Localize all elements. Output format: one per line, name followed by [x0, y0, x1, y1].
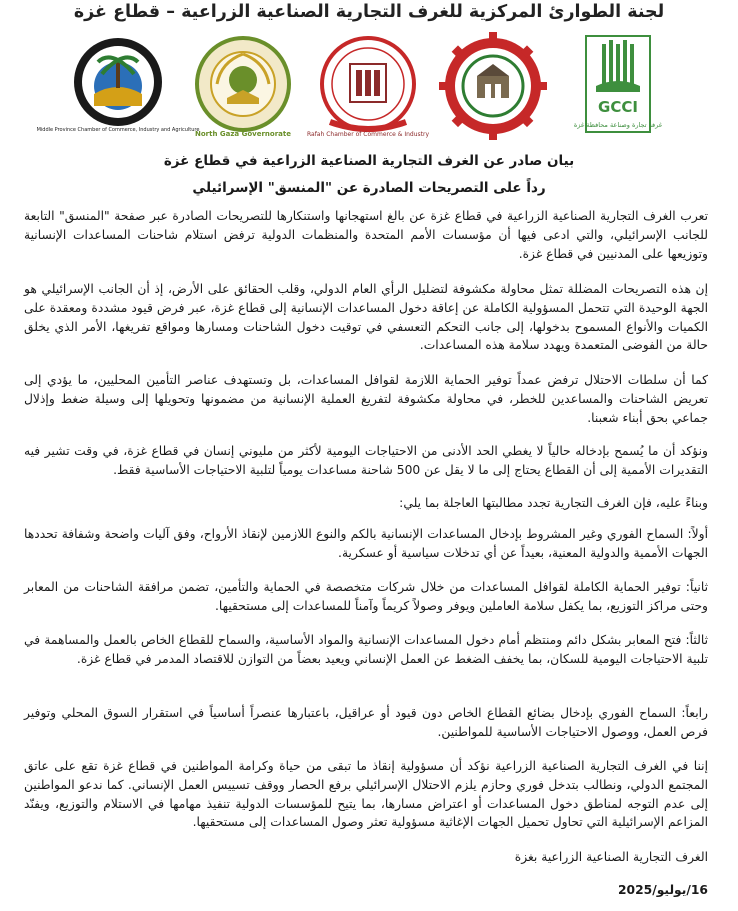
demand-fourth: رابعاً: السماح الفوري بإدخال بضائع القطاع الخاص دون قيود أو عراقيل، باعتبارها عنصراً أساسياً في استقرار السوق المحلي وتوفير فرص العمل، ووصول الاحتياجات الأساسية للمواطنين. — [24, 706, 708, 739]
svg-text:North Gaza Governorate: North Gaza Governorate — [195, 130, 291, 138]
gaza-chamber-logo — [437, 32, 549, 140]
gaza-governorate-chamber-logo — [562, 32, 674, 140]
chamber-logos-row — [36, 32, 674, 142]
statement-title: بيان صادر عن الغرف التجارية الصناعية الزراعية في قطاع غزة — [163, 153, 575, 169]
paragraph-2: إن هذه التصريحات المضللة تمثل محاولة مكشوفة لتضليل الرأي العام الدولي، وقلب الحقائق على الأرض، إذ أن الجانب الإسرائيلي هو الجهة الوحيدة التي تتحمل المسؤولية الكاملة عن إعاقة دخول المساعدات الإنسانية إلى قطاع غزة، عبر فرض قيود مشددة ومعقدة على الكميات والأنواع المسموح بدخولها، إلى جانب التحكم التعسفي في توقيت دخول الشاحنات ومسارها ومواقع تفريغها، الأمر الذي يخلق حالة من الفوضى المتعمدة ويهدد سلامة هذه المساعدات. — [24, 282, 708, 353]
demand-third: ثالثاً: فتح المعابر بشكل دائم ومنتظم أمام دخول المساعدات الإنسانية والمواد الأساسية، والسماح للقطاع الخاص بالعمل والمساهمة في تلبية الاحتياجات اليومية للسكان، بما يخفف الضغط عن العمل الإنساني ويعيد بعضاً من التوازن للاقتصاد المدمر في قطاع غزة. — [24, 633, 708, 666]
demand-second: ثانياً: توفير الحماية الكاملة لقوافل المساعدات من خلال شركات متخصصة في الحماية والتأمين، تضمن مرافقة الشاحنات من المعابر وحتى مراكز التوزيع، بما يكفل سلامة العاملين ويوفر وصولاً كريماً وآمناً للمساعدات إلى مستحقيها. — [24, 580, 708, 613]
paragraph-3: كما أن سلطات الاحتلال ترفض عمداً توفير الحماية اللازمة لقوافل المساعدات، بل وتستهدف عناصر التأمين المحليين، ما يؤدي إلى تعريض الشاحنات والمساعدين للخطر، في محاولة مكشوفة لتفريغ العملية الإنسانية من مضمونها وتحويلها إلى وسيلة ضغط وإذلال جماعي بحق أبناء شعبنا. — [24, 373, 708, 425]
svg-text:Middle Province Chamber of Com: Middle Province Chamber of Commerce, Industry and Agriculture — [36, 127, 200, 133]
svg-text:Rafah Chamber of Commerce & In: Rafah Chamber of Commerce & Industry — [306, 131, 430, 138]
signature: الغرف التجارية الصناعية الزراعية بغزة — [514, 850, 708, 864]
north-gaza-chamber-logo — [187, 32, 299, 140]
svg-text:غرفة تجارة وصناعة محافظة غزة: غرفة تجارة وصناعة محافظة غزة — [573, 121, 663, 129]
rafah-chamber-logo — [306, 32, 430, 140]
middle-province-chamber-logo — [36, 32, 200, 140]
committee-header: لجنة الطوارئ المركزية للغرف التجارية الصناعية الزراعية – قطاع غزة — [73, 2, 665, 22]
demand-first: أولاً: السماح الفوري وغير المشروط بإدخال المساعدات الإنسانية بالكم والنوع اللازمين لإنقاذ الأرواح، وفق آليات واضحة وشفافة تحددها الجهات الأممية والدولية المعنية، بعيداً عن أي تدخلات سياسية أو عسكرية. — [24, 527, 708, 560]
paragraph-intro: تعرب الغرف التجارية الصناعية الزراعية في قطاع غزة عن بالغ استهجانها واستنكارها للتصريحات الصادرة عبر صفحة "المنسق" التابعة للجانب الإسرائيلي، والتي ادعى فيها أن مؤسسات الأمم المتحدة والمنظمات الدولية ترفض استلام شاحنات المساعدات الإنسانية وتوزيعها على المدنيين في قطاع غزة. — [24, 209, 708, 261]
statement-subtitle: رداً على التصريحات الصادرة عن "المنسق" الإسرائيلي — [192, 180, 546, 196]
gcci-logo-text: GCCI — [598, 98, 638, 116]
paragraph-demands-intro: وبناءً عليه، فإن الغرف التجارية تجدد مطالبتها العاجلة بما يلي: — [399, 496, 708, 510]
paragraph-closing: إننا في الغرف التجارية الصناعية الزراعية نؤكد أن مسؤولية إنقاذ ما تبقى من حياة وكرامة المواطنين في قطاع غزة تقع على عاتق المجتمع الدولي، ونطالب بتدخل فوري وحازم يلزم الاحتلال الإسرائيلي برفع الحصار ووقف تسييس العمل الإنساني. كما ندعو المواطنين إلى عدم التوجه لمناطق دخول المساعدات أو اعتراض مسارها، بما يتيح للمؤسسات الدولية تنفيذ مهامها في الاستلام والتوزيع، ويفنّد المزاعم الإسرائيلية التي تحاول تحميل الجهات الإغاثية مسؤولية تعثر وصول المساعدات إلى مستحقيها. — [24, 759, 708, 830]
statement-date: 16/يوليو/2025 — [617, 883, 708, 897]
paragraph-4: ونؤكد أن ما يُسمح بإدخاله حالياً لا يغطي الحد الأدنى من الاحتياجات اليومية لأكثر من مليوني إنسان في قطاع غزة، في وقت تشير فيه التقديرات الأممية إلى أن القطاع يحتاج إلى ما لا يقل عن 500 شاحنة مساعدات يومياً لتلبية الاحتياجات الأساسية فقط. — [24, 444, 708, 477]
